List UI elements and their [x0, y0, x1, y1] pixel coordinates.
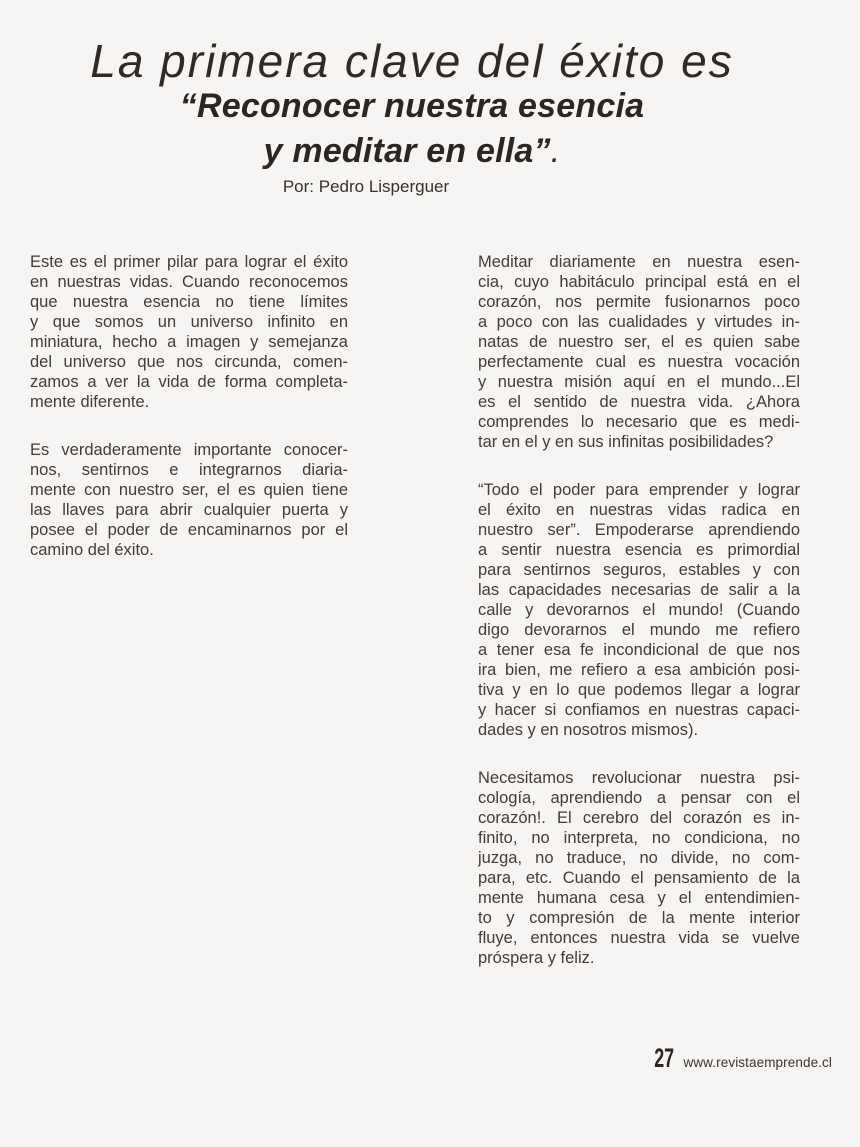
website-url: www.revistaemprende.cl	[683, 1055, 832, 1070]
text-line: natas de nuestro ser, el es quien sabe	[478, 333, 800, 351]
text-line: en nuestras vidas. Cuando reconocemos	[30, 273, 348, 291]
text-line: Este es el primer pilar para lograr el éxito	[30, 253, 348, 271]
text-line: cología, aprendiendo a pensar con el	[478, 789, 800, 807]
article-header	[0, 35, 824, 198]
text-line: a sentir nuestra esencia es primordial	[478, 541, 800, 559]
right-column	[478, 252, 800, 968]
paragraph	[30, 252, 348, 412]
byline: Por: Pedro Lisperguer	[282, 177, 450, 196]
text-line: nos, sentirnos e integrarnos diaria-	[30, 461, 348, 479]
text-line: finito, no interpreta, no condiciona, no	[478, 829, 800, 847]
page-number: 27	[654, 1043, 675, 1073]
article-body	[30, 252, 800, 968]
text-line: Necesitamos revolucionar nuestra psi-	[478, 769, 800, 787]
text-line: las capacidades necesarias de salir a la	[478, 581, 800, 599]
text-line: ira bien, me refiero a esa ambición posi-	[478, 661, 800, 679]
title-end-period: .	[550, 132, 561, 170]
text-line: comprendes lo necesario que es medi-	[478, 413, 800, 431]
page-footer	[644, 1043, 832, 1073]
text-line: a tener esa fe incondicional de que nos	[478, 641, 800, 659]
text-line: nuestro ser”. Empoderarse aprendiendo	[478, 521, 800, 539]
text-line: próspera y feliz.	[478, 949, 595, 967]
text-line: y hacer si confiamos en nuestras capaci-	[478, 701, 800, 719]
text-line: es el sentido de nuestra vida. ¿Ahora	[478, 393, 800, 411]
paragraph	[30, 440, 348, 560]
text-line: miniatura, hecho a imagen y semejanza	[30, 333, 348, 351]
text-line: el éxito en nuestras vidas radica en	[478, 501, 800, 519]
text-line: “Todo el poder para emprender y lograr	[478, 481, 800, 499]
article-kicker: La primera clave del éxito es	[90, 35, 734, 87]
paragraph	[478, 252, 800, 452]
article-title-line-2-text: y meditar en ella”	[263, 132, 551, 170]
text-line: y que somos un universo infinito en	[30, 313, 348, 331]
text-line: corazón, nos permite fusionarnos poco	[478, 293, 800, 311]
text-line: to y compresión de la mente interior	[478, 909, 800, 927]
text-line: posee el poder de encaminarnos por el	[30, 521, 348, 539]
text-line: para, etc. Cuando el pensamiento de la	[478, 869, 800, 887]
text-line: Meditar diariamente en nuestra esen-	[478, 253, 800, 271]
text-line: mente humana cesa y el entendimien-	[478, 889, 800, 907]
text-line: tar en el y en sus infinitas posibilidades?	[478, 433, 774, 451]
text-line: del universo que nos circunda, comen-	[30, 353, 348, 371]
text-line: zamos a ver la vida de forma completa-	[30, 373, 348, 391]
text-line: Es verdaderamente importante conocer-	[30, 441, 348, 459]
text-line: y nuestra misión aquí en el mundo...El	[478, 373, 800, 391]
text-line: dades y en nosotros mismos).	[478, 721, 699, 739]
text-line: corazón!. El cerebro del corazón es in-	[478, 809, 800, 827]
text-line: tiva y en lo que podemos llegar a lograr	[478, 681, 800, 699]
text-line: mente con nuestro ser, el es quien tiene	[30, 481, 348, 499]
text-line: a poco con las cualidades y virtudes in-	[478, 313, 800, 331]
text-line: mente diferente.	[30, 393, 150, 411]
text-line: calle y devorarnos el mundo! (Cuando	[478, 601, 800, 619]
text-line: camino del éxito.	[30, 541, 154, 559]
text-line: fluye, entonces nuestra vida se vuelve	[478, 929, 800, 947]
article-title-line-1: “Reconocer nuestra esencia	[179, 87, 645, 125]
article-title-line-2	[0, 129, 824, 174]
text-line: para sentirnos seguros, estables y con	[478, 561, 800, 579]
paragraph	[478, 480, 800, 740]
text-line: las llaves para abrir cualquier puerta y	[30, 501, 348, 519]
left-column	[30, 252, 348, 968]
text-line: perfectamente cual es nuestra vocación	[478, 353, 800, 371]
text-line: cia, cuyo habitáculo principal está en el	[478, 273, 800, 291]
text-line: juzga, no traduce, no divide, no com-	[478, 849, 800, 867]
paragraph	[478, 768, 800, 968]
text-line: digo devorarnos el mundo me refiero	[478, 621, 800, 639]
text-line: que nuestra esencia no tiene límites	[30, 293, 348, 311]
